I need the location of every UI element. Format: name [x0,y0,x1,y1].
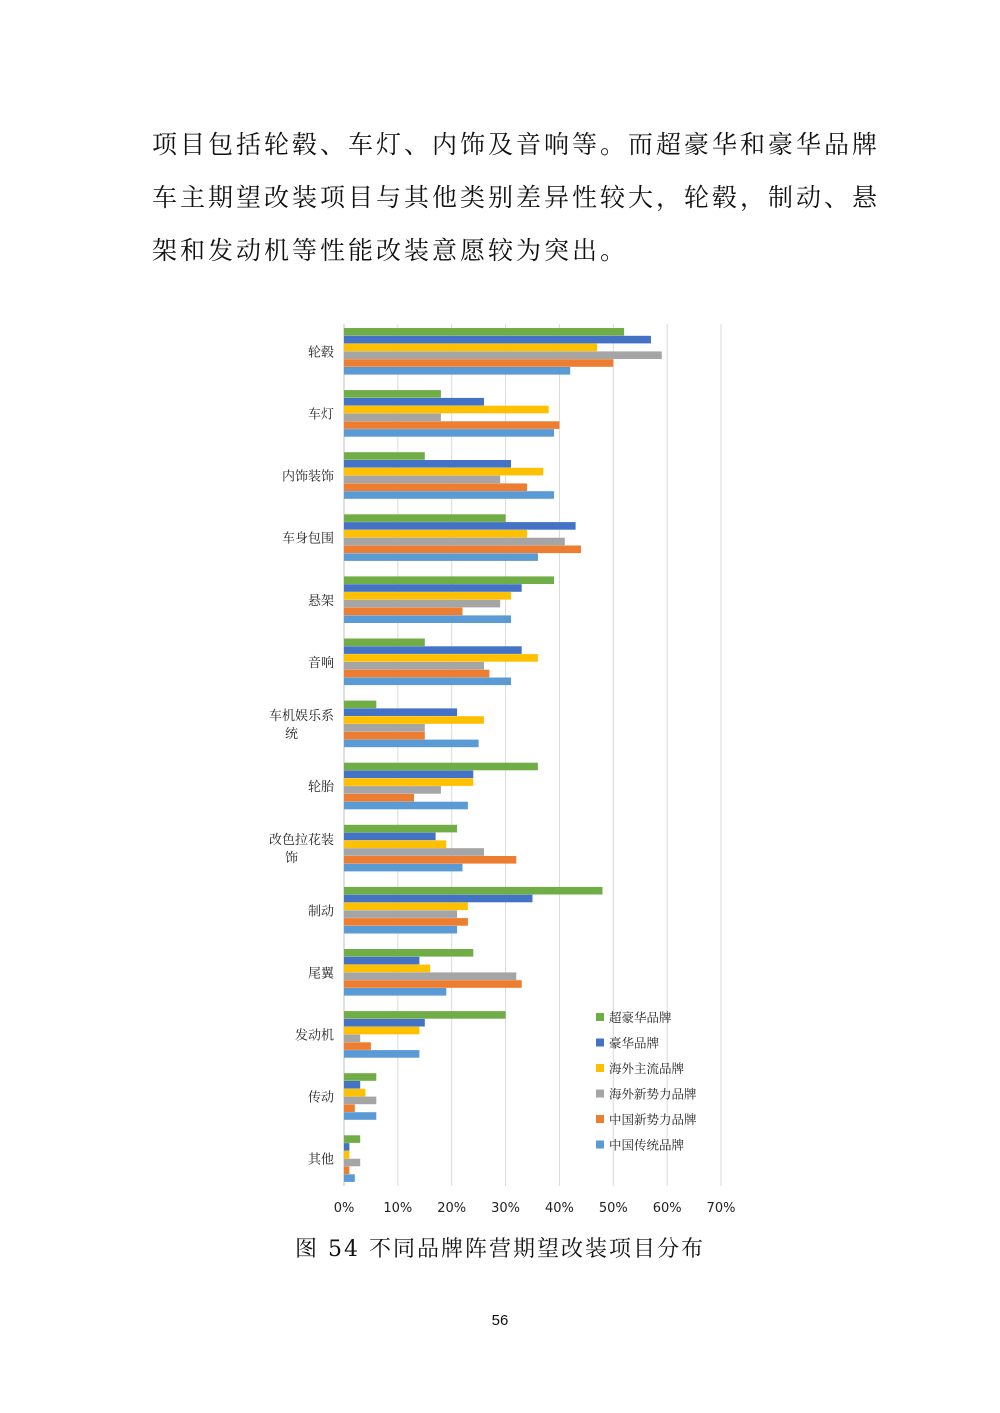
bar [344,328,624,336]
bar [344,708,457,716]
bar [344,662,484,670]
bar [344,903,468,911]
bar [344,1042,371,1050]
bar [344,460,511,468]
bar [344,414,441,422]
bar [344,538,565,546]
bar [344,1104,355,1112]
bar [344,910,457,918]
bar [344,1050,419,1058]
bar [344,840,446,848]
legend-label: 海外主流品牌 [609,1061,685,1076]
legend-swatch [596,1141,604,1149]
bar [344,802,468,810]
x-tick-label: 20% [437,1201,467,1216]
category-label-line: 统 [284,727,298,742]
bar [344,1027,419,1035]
bar [344,856,516,864]
bar [344,1019,425,1027]
x-tick-label: 40% [544,1201,574,1216]
bar [344,716,484,724]
bar [344,468,543,476]
bar [344,615,511,623]
bar [344,359,613,367]
bar [344,778,473,786]
x-tick-label: 60% [652,1201,682,1216]
category-label: 轮胎 [307,780,334,796]
legend-label: 中国传统品牌 [609,1137,685,1153]
bar [344,1112,376,1120]
category-label: 传动 [307,1090,334,1106]
category-label: 内饰装饰 [281,469,334,485]
legend-label: 豪华品牌 [609,1035,660,1051]
category-label: 制动 [307,904,334,920]
category-label: 车身包围 [281,531,334,547]
bar [344,367,570,375]
bar [344,848,484,856]
bar [344,1174,355,1182]
bar [344,608,463,616]
category-label [269,708,334,742]
legend-label: 中国新势力品牌 [609,1112,697,1127]
x-tick-labels [334,1201,736,1216]
bar [344,732,425,740]
bar [344,646,522,654]
legend-label: 海外新势力品牌 [609,1086,697,1102]
bar [344,1035,360,1043]
x-tick-label: 70% [706,1201,736,1216]
bar [344,491,554,499]
x-tick-label: 0% [333,1201,355,1216]
bar [344,336,651,344]
bar [344,421,559,429]
category-label-line: 车机娱乐系 [268,709,334,724]
bar [344,949,473,957]
legend-swatch [596,1090,604,1098]
bar [344,351,662,359]
bar [344,654,538,662]
bar [344,1143,349,1151]
bar [344,965,430,973]
legend-swatch [596,1039,604,1047]
bar [344,546,581,554]
bar [344,988,446,996]
bar [344,406,549,414]
bar [344,864,463,872]
paragraph-line-3: 架和发动机等性能改装意愿较为突出。 [152,236,629,265]
figure-caption: 图 54 不同品牌阵营期望改装项目分布 [295,1237,705,1262]
bar [344,980,522,988]
bar [344,1011,506,1019]
bar [344,390,441,398]
bar [344,740,479,748]
bar [344,600,500,608]
bar [344,972,516,980]
bar [344,1151,349,1159]
category-label: 尾翼 [307,966,334,982]
bar [344,483,527,491]
bar [344,576,554,584]
category-label: 其他 [307,1152,334,1168]
bar [344,918,468,926]
category-labels [269,344,335,1167]
bar [344,514,506,522]
legend-swatch [596,1013,604,1021]
category-label: 音响 [307,655,334,671]
bar [344,701,376,709]
page-number: 56 [491,1312,509,1329]
bar [344,670,489,678]
bar [344,1167,349,1175]
bar [344,895,533,903]
legend-swatch [596,1115,604,1123]
bar [344,476,500,484]
bar [344,592,511,600]
body-paragraph [152,118,881,277]
category-label [269,832,334,866]
bar [344,639,425,647]
brand-modification-bar-chart [0,300,1000,1225]
bar [344,786,441,794]
category-label: 悬架 [307,593,334,609]
bar [344,678,511,686]
bar [344,833,436,841]
x-tick-label: 10% [383,1201,413,1216]
paragraph-line-1: 项目包括轮毂、车灯、内饰及音响等。而超豪华和豪华品牌 [152,130,881,159]
category-label: 轮毂 [307,345,334,361]
bar [344,724,425,732]
bar [344,522,576,530]
paragraph-line-2: 车主期望改装项目与其他类别差异性较大，轮毂，制动、悬 [152,183,881,212]
bar [344,1135,360,1143]
bar [344,771,473,779]
bar [344,553,538,561]
x-tick-label: 50% [598,1201,628,1216]
bar [344,398,484,406]
bar [344,452,425,460]
bar [344,926,457,934]
bar [344,344,597,352]
bar [344,1081,360,1089]
bar [344,530,527,538]
bars [344,328,662,1182]
bar [344,1073,376,1081]
bar [344,887,603,895]
category-label-line: 饰 [284,851,298,867]
bar [344,1159,360,1167]
bar [344,1089,366,1097]
bar [344,794,414,802]
bar [344,429,554,437]
category-label-line: 改色拉花装 [268,833,334,849]
bar [344,1097,376,1105]
bar [344,957,419,965]
category-label: 发动机 [294,1028,334,1044]
bar [344,584,522,592]
legend-label: 超豪华品牌 [609,1010,672,1025]
bar [344,763,538,771]
category-label: 车灯 [307,407,334,423]
bar [344,825,457,833]
legend [596,1010,697,1153]
legend-swatch [596,1064,604,1072]
x-tick-label: 30% [491,1201,521,1216]
